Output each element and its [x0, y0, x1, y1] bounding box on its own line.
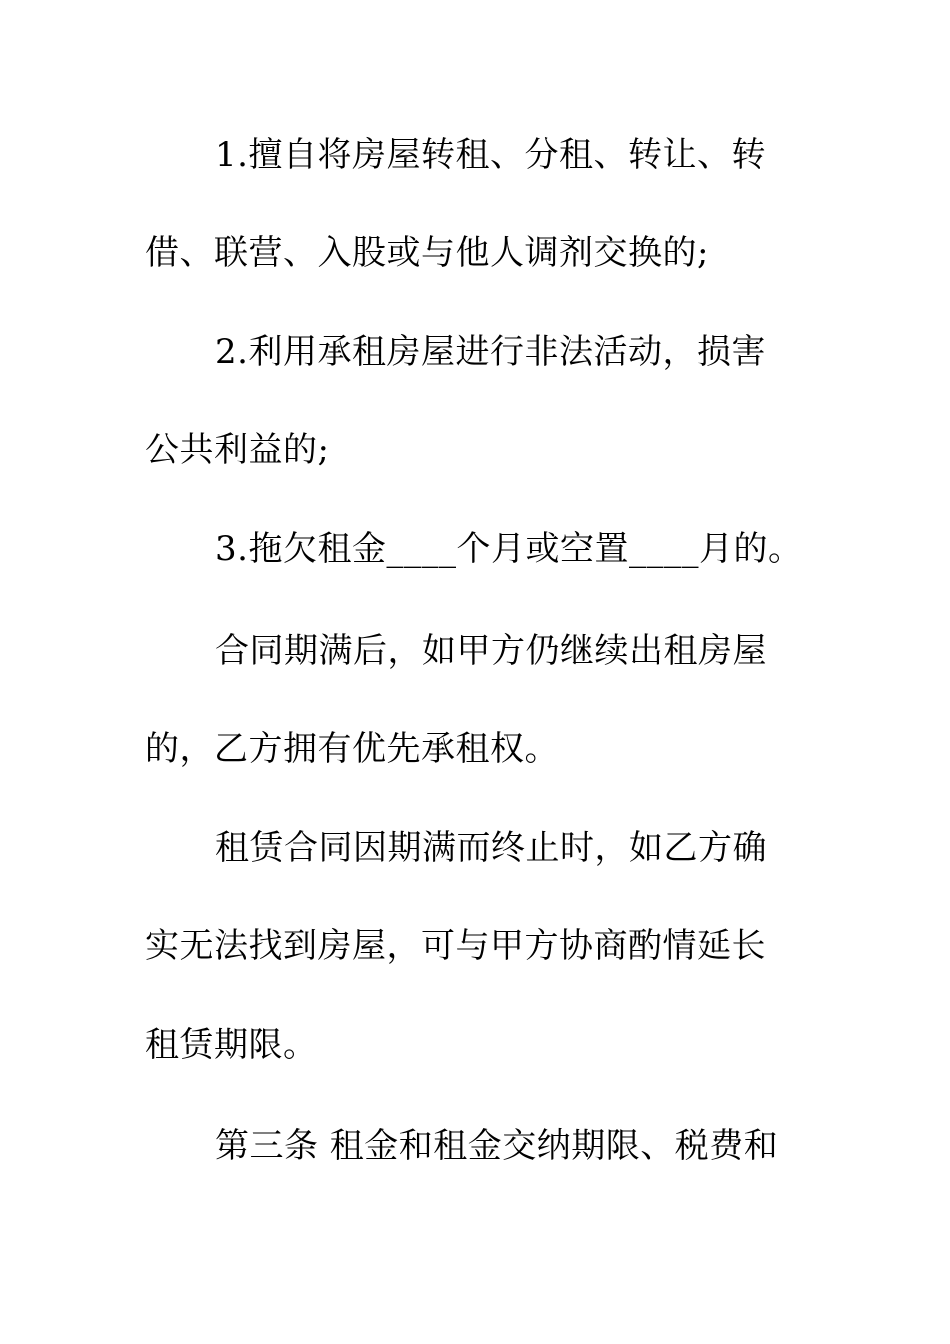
text-line-extension-clause: 租赁合同因期满而终止时，如乙方确	[215, 828, 767, 868]
text-line-illegal-activity-clause: 2.利用承租房屋进行非法活动，损害	[215, 332, 766, 372]
text-line-renewal-priority: 合同期满后，如甲方仍继续出租房屋	[215, 631, 767, 671]
text-line-sublet-clause: 1.擅自将房屋转租、分租、转让、转	[215, 135, 766, 175]
text-line-renewal-priority-cont: 的，乙方拥有优先承租权。	[145, 729, 559, 769]
text-line-sublet-clause-cont: 借、联营、入股或与他人调剂交换的;	[145, 233, 709, 273]
text-line-rent-arrears-clause: 3.拖欠租金____个月或空置____月的。	[215, 529, 803, 569]
text-line-illegal-activity-clause-cont: 公共利益的;	[145, 430, 330, 470]
text-line-extension-clause-end: 租赁期限。	[145, 1025, 318, 1065]
section-heading-article-three: 第三条 租金和租金交纳期限、税费和	[215, 1126, 779, 1166]
text-line-extension-clause-cont: 实无法找到房屋，可与甲方协商酌情延长	[145, 926, 766, 966]
